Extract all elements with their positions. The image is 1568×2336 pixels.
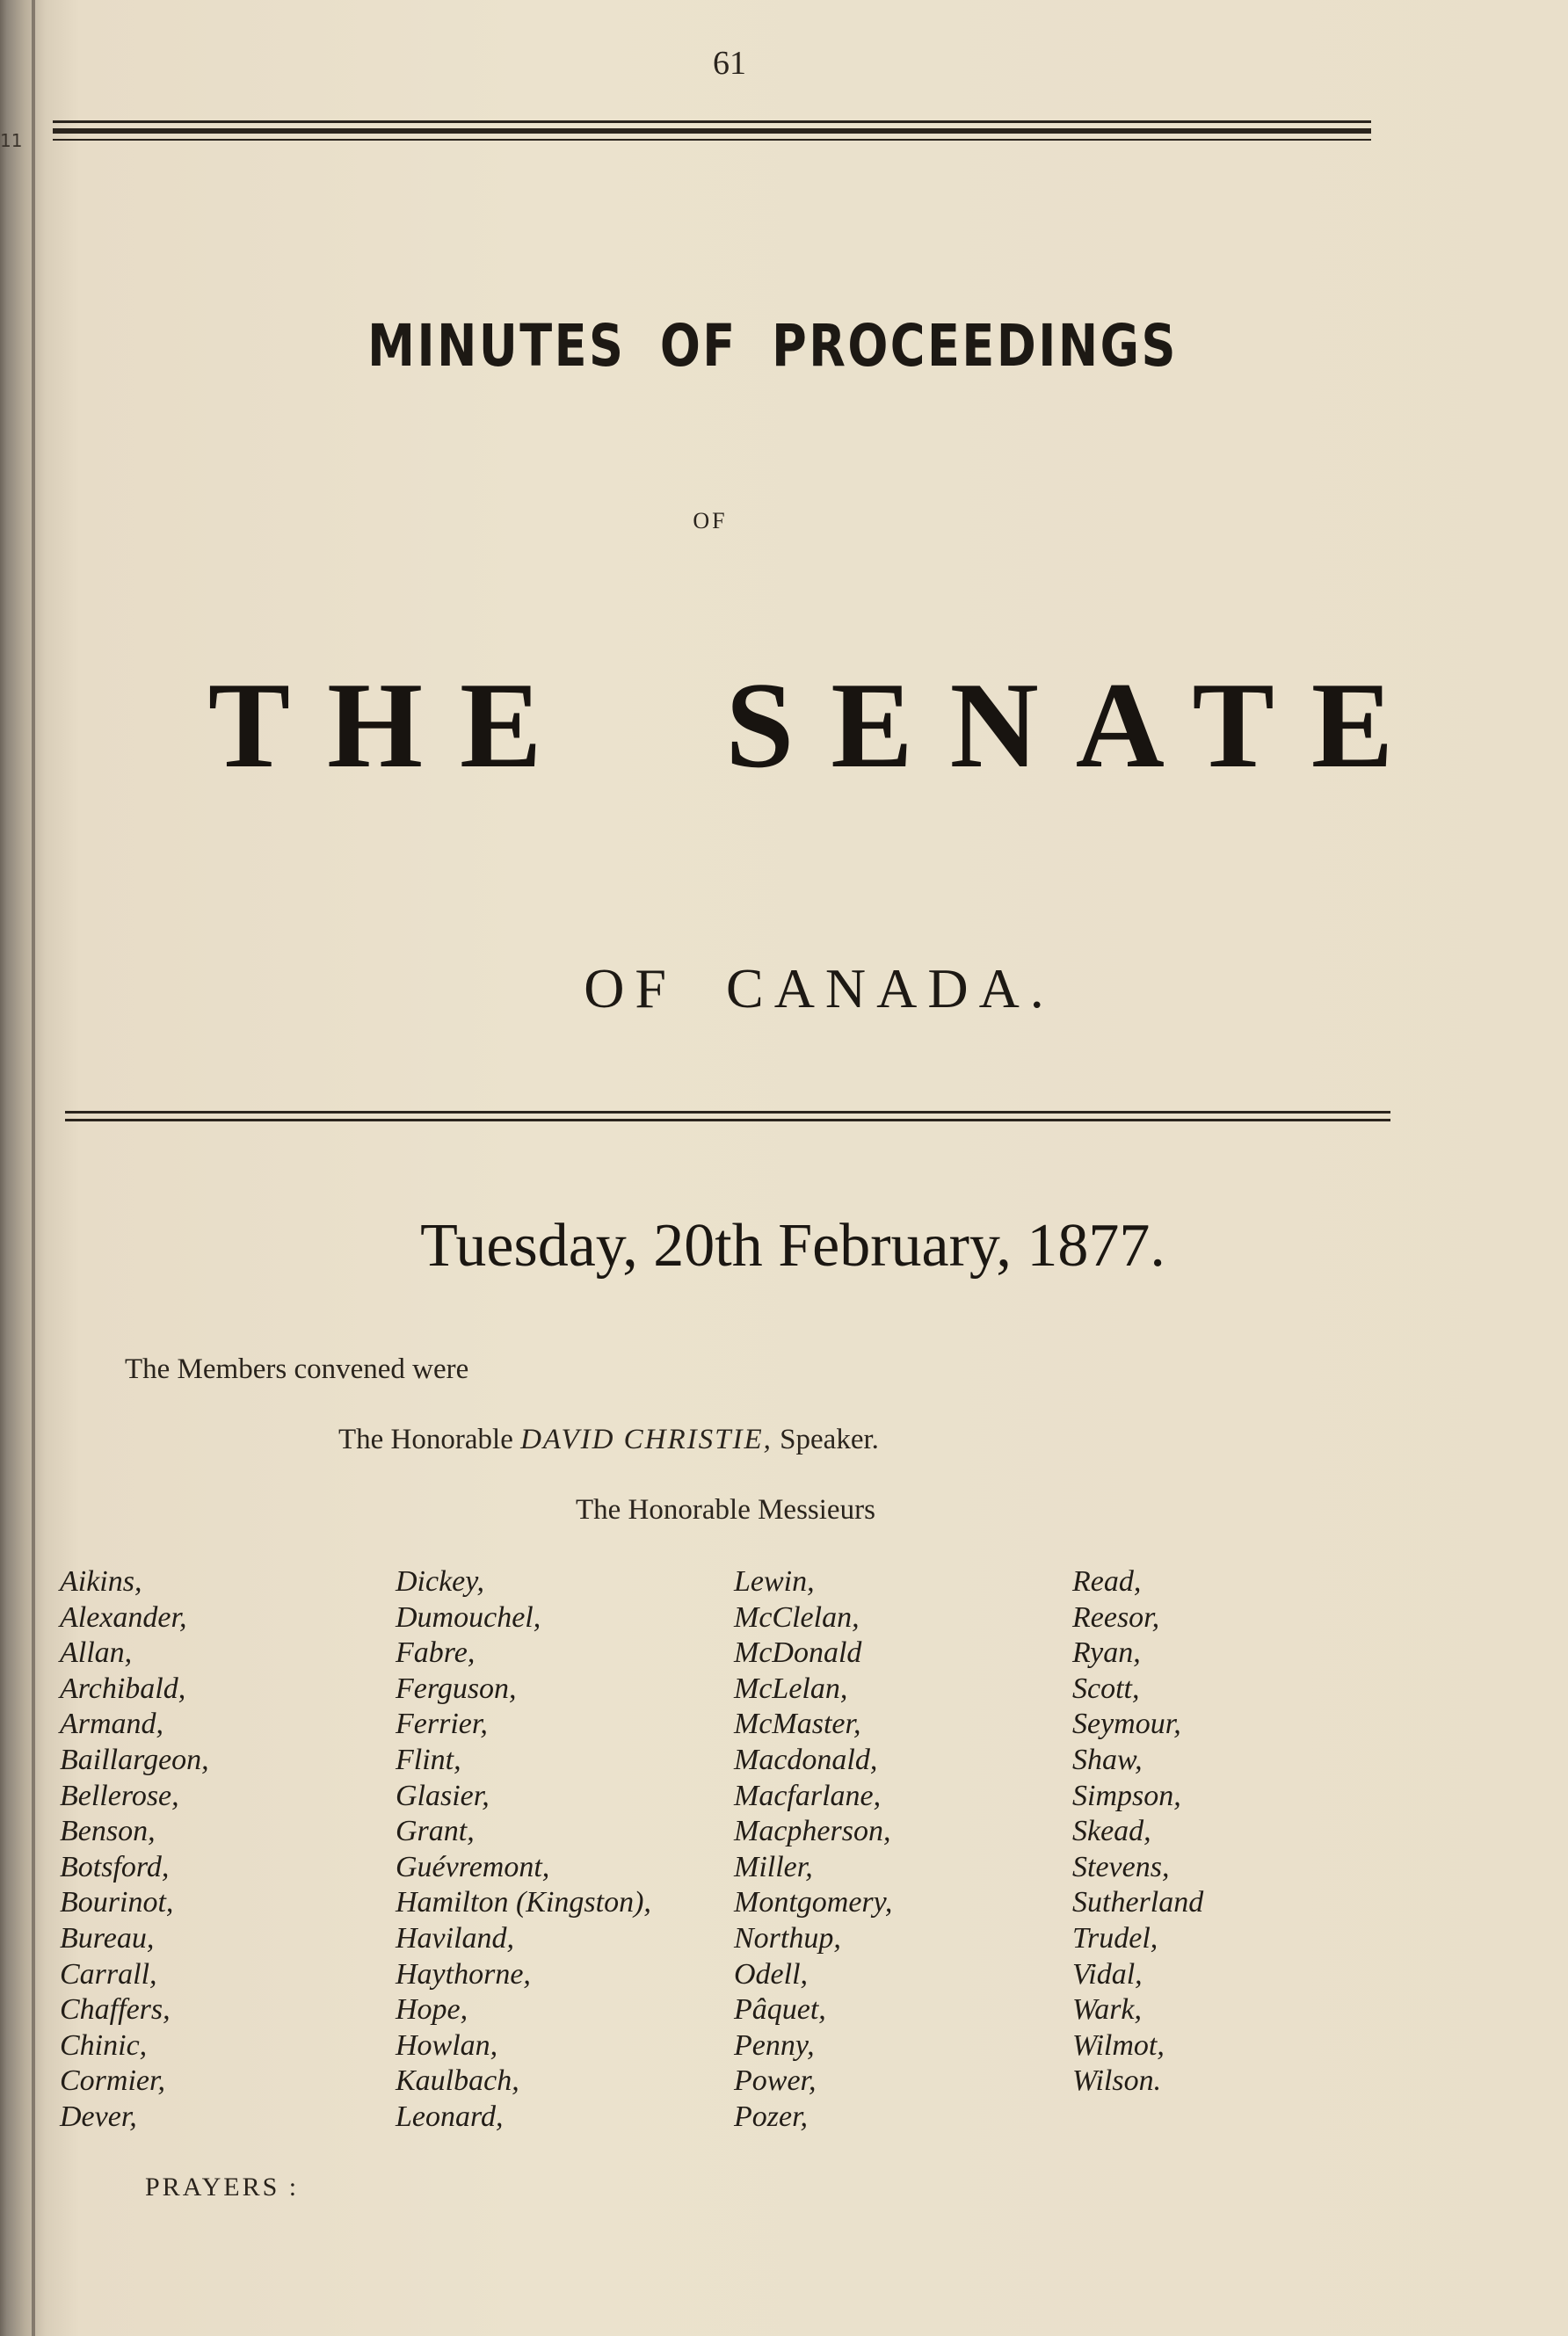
- speaker-name: DAVID CHRISTIE,: [520, 1424, 773, 1455]
- member-name: Glasier,: [396, 1779, 490, 1812]
- member-name: Howlan,: [396, 2028, 498, 2062]
- member-name: Bourinot,: [60, 1886, 174, 1919]
- heading-minutes: MINUTES OF PROCEEDINGS: [367, 312, 1178, 380]
- member-name: Odell,: [734, 1957, 809, 1991]
- top-rule: [53, 128, 1371, 134]
- member-name: Pâquet,: [734, 1993, 826, 2027]
- member-name: Lewin,: [734, 1565, 815, 1598]
- member-column-2: [396, 1564, 651, 2136]
- member-column-1: [60, 1564, 209, 2136]
- member-name: Ferguson,: [396, 1672, 517, 1705]
- member-name: Ryan,: [1072, 1636, 1141, 1670]
- intro-text: The Members convened were: [125, 1353, 469, 1385]
- member-name: Guévremont,: [396, 1850, 550, 1883]
- member-name: Fabre,: [396, 1636, 475, 1670]
- speaker-prefix: The Honorable: [338, 1424, 513, 1455]
- member-name: Archibald,: [60, 1672, 186, 1705]
- member-name: Bellerose,: [60, 1779, 179, 1812]
- member-name: Carrall,: [60, 1957, 157, 1991]
- member-name: Leonard,: [396, 2100, 504, 2133]
- member-name: Shaw,: [1072, 1743, 1143, 1776]
- member-name: Seymour,: [1072, 1708, 1181, 1741]
- member-name: Wark,: [1072, 1993, 1143, 2027]
- member-column-4: [1072, 1564, 1203, 2100]
- heading-senate: THE SENATE: [207, 657, 1431, 794]
- member-name: Flint,: [396, 1743, 461, 1776]
- member-name: Skead,: [1072, 1815, 1151, 1848]
- page-number: 61: [713, 45, 746, 82]
- member-name: Simpson,: [1072, 1779, 1181, 1812]
- member-name: Haviland,: [396, 1921, 515, 1955]
- member-name: Chinic,: [60, 2028, 148, 2062]
- member-name: Trudel,: [1072, 1921, 1158, 1955]
- member-name: Dickey,: [396, 1565, 484, 1598]
- member-name: Macpherson,: [734, 1815, 891, 1848]
- member-name: Macdonald,: [734, 1743, 878, 1776]
- sitting-date: Tuesday, 20th February, 1877.: [420, 1212, 1165, 1280]
- top-rule: [53, 139, 1371, 141]
- member-name: Ferrier,: [396, 1708, 488, 1741]
- member-column-3: [734, 1564, 892, 2136]
- messieurs-label: The Honorable Messieurs: [576, 1494, 875, 1526]
- member-name: Miller,: [734, 1850, 813, 1883]
- prayers-label: PRAYERS :: [145, 2173, 300, 2202]
- member-name: Alexander,: [60, 1600, 187, 1634]
- member-name: Aikins,: [60, 1565, 142, 1598]
- member-name: Hamilton (Kingston),: [396, 1886, 651, 1919]
- member-name: Scott,: [1072, 1672, 1140, 1705]
- member-name: Dumouchel,: [396, 1600, 541, 1634]
- spine-mark: 11: [0, 130, 23, 151]
- member-name: McMaster,: [734, 1708, 861, 1741]
- member-name: Bureau,: [60, 1921, 155, 1955]
- heading-of: OF: [693, 508, 728, 533]
- member-name: Benson,: [60, 1815, 156, 1848]
- member-name: Sutherland: [1072, 1886, 1204, 1919]
- member-name: Read,: [1072, 1565, 1142, 1598]
- member-name: Allan,: [60, 1636, 133, 1670]
- member-name: Macfarlane,: [734, 1779, 882, 1812]
- top-rule: [53, 120, 1371, 123]
- speaker-line: [338, 1424, 879, 1456]
- member-name: Baillargeon,: [60, 1743, 209, 1776]
- member-name: Northup,: [734, 1921, 841, 1955]
- member-name: McDonald: [734, 1636, 862, 1670]
- member-name: Hope,: [396, 1993, 468, 2027]
- member-name: Botsford,: [60, 1850, 170, 1883]
- member-name: Pozer,: [734, 2100, 809, 2133]
- speaker-title: Speaker.: [780, 1424, 879, 1455]
- member-name: Haythorne,: [396, 1957, 531, 1991]
- member-name: Kaulbach,: [396, 2064, 519, 2098]
- member-name: Armand,: [60, 1708, 164, 1741]
- member-name: Grant,: [396, 1815, 475, 1848]
- section-rule: [65, 1111, 1390, 1114]
- section-rule: [65, 1119, 1390, 1121]
- member-name: Wilson.: [1072, 2064, 1162, 2098]
- member-name: Vidal,: [1072, 1957, 1143, 1991]
- member-name: Dever,: [60, 2100, 137, 2133]
- binding-gutter: [32, 0, 35, 2336]
- member-name: McLelan,: [734, 1672, 848, 1705]
- member-name: Power,: [734, 2064, 817, 2098]
- member-name: Wilmot,: [1072, 2028, 1165, 2062]
- member-name: Montgomery,: [734, 1886, 893, 1919]
- member-name: Reesor,: [1072, 1600, 1160, 1634]
- member-name: McClelan,: [734, 1600, 860, 1634]
- heading-canada: OF CANADA.: [584, 957, 1055, 1019]
- member-name: Penny,: [734, 2028, 815, 2062]
- member-name: Stevens,: [1072, 1850, 1170, 1883]
- member-name: Cormier,: [60, 2064, 165, 2098]
- member-name: Chaffers,: [60, 1993, 171, 2027]
